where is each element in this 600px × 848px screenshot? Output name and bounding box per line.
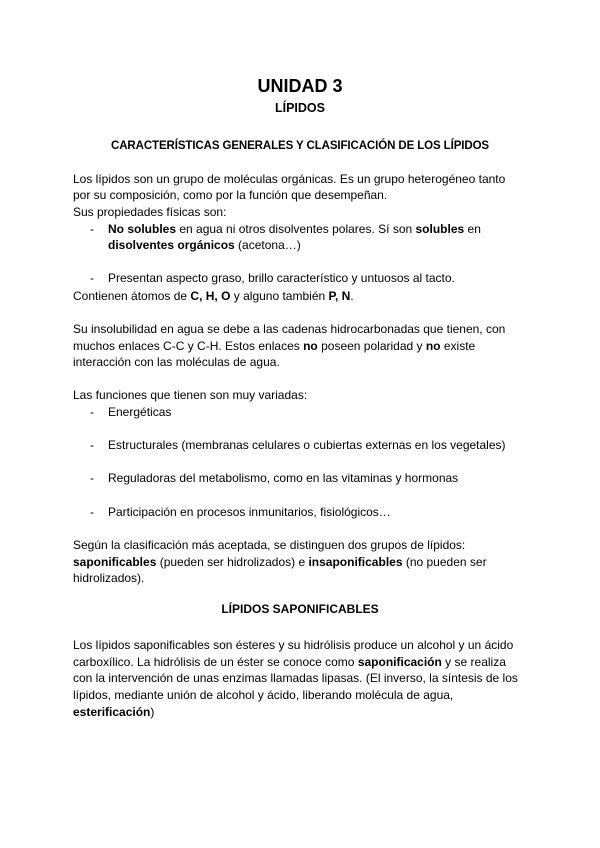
bullet-dash: - <box>90 438 94 452</box>
classification-line-2 <box>73 555 487 569</box>
text-run: carboxílico. La hidrólisis de un éster se conoce como <box>73 655 358 669</box>
functions-label: Las funciones que tienen son muy variadas: <box>73 388 308 402</box>
bold-term: No solubles <box>108 222 177 236</box>
text-run: muchos enlaces C-C y C-H. Estos enlaces <box>73 339 304 353</box>
text-run: en <box>464 222 481 236</box>
function-item: Energéticas <box>108 405 172 419</box>
bold-term: P, N <box>328 289 351 303</box>
properties-label: Sus propiedades físicas son: <box>73 205 227 219</box>
insolubility-line-2 <box>73 339 475 353</box>
text-run: y se realiza <box>441 655 506 669</box>
bullet-dash: - <box>90 271 94 285</box>
text-run: poseen polaridad y <box>317 339 426 353</box>
bold-term: no <box>425 339 441 353</box>
classification-line-1: Según la clasificación más aceptada, se distinguen dos grupos de lípidos: <box>73 538 466 552</box>
bold-term: disolventes orgánicos <box>108 238 235 252</box>
function-item: Participación en procesos inmunitarios, fisiológicos… <box>108 505 391 519</box>
saponifiable-line-1: Los lípidos saponificables son ésteres y su hidrólisis produce un alcohol y un ácido <box>73 638 514 652</box>
intro-line-2: por su composición, como por la función que desempeñan. <box>73 188 388 202</box>
text-run: ) <box>150 705 155 719</box>
text-run: (pueden ser hidrolizados) e <box>156 555 309 569</box>
text-run: Contienen átomos de <box>73 289 191 303</box>
bold-term: solubles <box>415 222 465 236</box>
bullet-dash: - <box>90 471 94 485</box>
section-heading-characteristics: CARACTERÍSTICAS GENERALES Y CLASIFICACIÓN DE LOS LÍPIDOS <box>111 140 489 152</box>
atoms-line <box>73 289 354 303</box>
saponifiable-line-3: con la intervención de unas enzimas llamadas lipasas. (El inverso, la síntesis de los <box>73 671 518 685</box>
bullet-dash: - <box>90 405 94 419</box>
text-run: (no pueden ser <box>402 555 487 569</box>
section-heading-saponifiable: LÍPIDOS SAPONIFICABLES <box>221 602 379 616</box>
text-run: en agua ni otros disolventes polares. Sí son <box>176 222 416 236</box>
property-solubility-line-2 <box>108 238 301 252</box>
text-run: y alguno también <box>230 289 329 303</box>
bold-term: saponificación <box>357 655 442 669</box>
function-item: Reguladoras del metabolismo, como en las vitaminas y hormonas <box>108 471 459 485</box>
bold-term: no <box>303 339 318 353</box>
bold-term: insaponificables <box>308 555 403 569</box>
bold-term: C, H, O <box>190 289 231 303</box>
property-appearance: Presentan aspecto graso, brillo característico y untuosos al tacto. <box>108 271 455 285</box>
text-run: (acetona…) <box>234 238 301 252</box>
function-item: Estructurales (membranas celulares o cubiertas externas en los vegetales) <box>108 438 506 452</box>
bullet-dash: - <box>90 222 94 236</box>
saponifiable-line-4: lípidos, mediante unión de alcohol y ácido, liberando molécula de agua, <box>73 688 454 702</box>
text-run: . <box>350 289 354 303</box>
classification-line-3: hidrolizados). <box>73 571 145 585</box>
saponifiable-line-2 <box>73 655 506 669</box>
subject-title: LÍPIDOS <box>274 101 325 115</box>
saponifiable-line-5 <box>73 705 154 719</box>
bold-term: esterificación <box>73 705 151 719</box>
insolubility-line-3: interacción con las moléculas de agua. <box>73 355 280 369</box>
bold-term: saponificables <box>73 555 157 569</box>
text-run: existe <box>440 339 476 353</box>
insolubility-line-1: Su insolubilidad en agua se debe a las cadenas hidrocarbonadas que tienen, con <box>73 322 506 336</box>
bullet-dash: - <box>90 505 94 519</box>
intro-line-1: Los lípidos son un grupo de moléculas orgánicas. Es un grupo heterogéneo tanto <box>73 172 506 186</box>
unit-title: UNIDAD 3 <box>257 76 343 96</box>
property-solubility-line-1 <box>108 222 481 236</box>
